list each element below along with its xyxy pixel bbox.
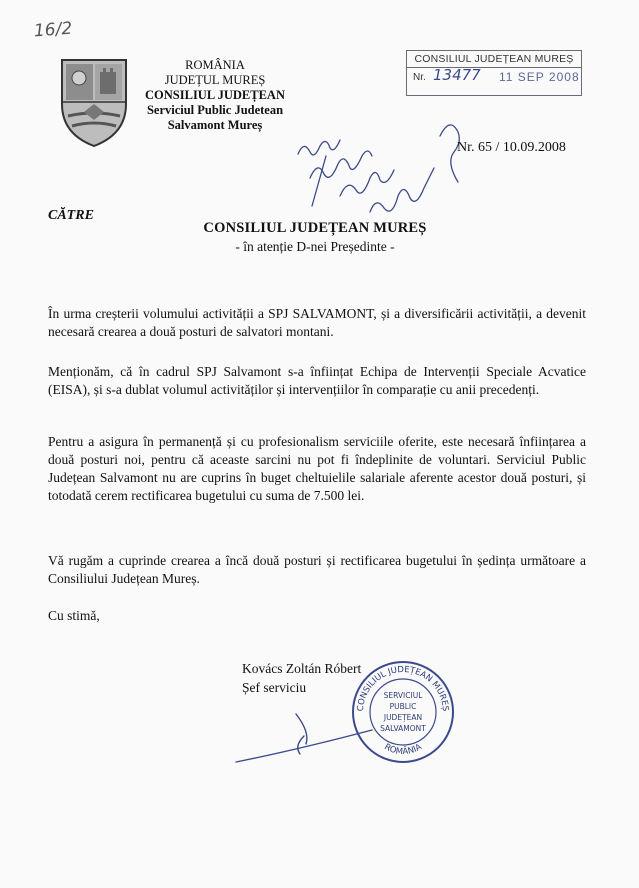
header-county: JUDEȚUL MUREȘ bbox=[164, 73, 266, 87]
registration-stamp bbox=[406, 50, 582, 96]
body-paragraph-2: Menționăm, că în cadrul SPJ Salvamont s-a înființat Echipa de Intervenții Speciale Acvatice (EISA), și s-a dublat volumul activităților și intervențiilor în comparație cu anii precedenți. bbox=[48, 364, 586, 397]
handwritten-corner-note: 16/2 bbox=[33, 18, 73, 42]
official-round-seal bbox=[349, 658, 457, 766]
body-paragraph-4: Vă rugăm a cuprinde crearea a încă două posturi și rectificarea bugetului în ședința următoare a Consiliului Județean Mureș. bbox=[48, 553, 586, 586]
header-service: Serviciul Public Judetean bbox=[146, 103, 284, 117]
seal-line-2: PUBLIC bbox=[389, 702, 417, 711]
seal-bottom-text: ROMÂNIA bbox=[382, 742, 424, 758]
seal-outer-text: CONSILIUL JUDEȚEAN MUREȘ bbox=[355, 664, 451, 712]
registration-date: 11 SEP 2008 bbox=[499, 70, 580, 84]
recipient-attention: - în atenție D-nei Președinte - bbox=[235, 239, 395, 254]
signature-block bbox=[242, 659, 361, 697]
body-paragraph-3: Pentru a asigura în permanență și cu profesionalism serviciile oferite, este necesară înființarea a două posturi noi, pentru că aceaste sarcini nu pot fi îndeplinite de voluntari. Serviciul Public Județean Salvamont nu are cuprins în buget cheltuielile salariale aferente acestor două posturi, și totodată cerem rectificarea bugetului cu suma de 7.500 lei. bbox=[48, 434, 586, 503]
recipient-block bbox=[160, 220, 470, 255]
document-number: Nr. 65 / 10.09.2008 bbox=[457, 140, 566, 155]
seal-line-4: SALVAMONT bbox=[380, 724, 426, 733]
seal-line-3: JUDEȚEAN bbox=[383, 713, 423, 722]
header-country: ROMÂNIA bbox=[185, 58, 245, 72]
header-department: Salvamont Mureș bbox=[167, 118, 263, 132]
registration-stamp-title: CONSILIUL JUDEȚEAN MUREȘ bbox=[407, 51, 581, 68]
signatory-title: Șef serviciu bbox=[242, 680, 307, 695]
svg-text:ROMÂNIA bbox=[382, 742, 423, 757]
registration-nr-label: Nr. bbox=[413, 72, 426, 83]
coat-of-arms-icon bbox=[58, 56, 130, 148]
body-paragraph-1: În urma creșterii volumului activității a SPJ SALVAMONT, și a diversificării activității, a devenit necesară crearea a două posturi de salvatori montani. bbox=[48, 306, 586, 339]
issuer-header bbox=[140, 58, 290, 133]
header-council: CONSILIUL JUDEȚEAN bbox=[145, 88, 285, 102]
seal-line-1: SERVICIUL bbox=[383, 691, 423, 700]
closing-salutation: Cu stimă, bbox=[48, 608, 100, 623]
addressee-label: CĂTRE bbox=[48, 208, 94, 223]
handwritten-resolution-annotation bbox=[290, 96, 490, 226]
signatory-name: Kovács Zoltán Róbert bbox=[242, 661, 362, 676]
recipient-name: CONSILIUL JUDEȚEAN MUREȘ bbox=[203, 220, 427, 236]
registration-number: 13477 bbox=[433, 66, 481, 84]
